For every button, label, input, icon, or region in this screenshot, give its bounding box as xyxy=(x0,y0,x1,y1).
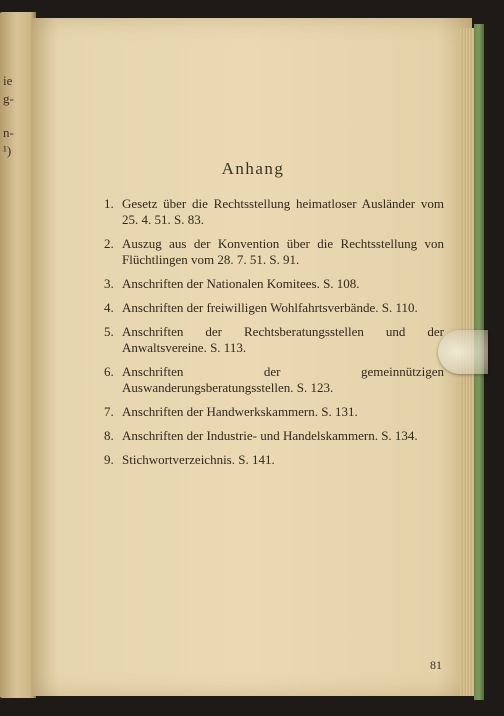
item-text: Anschriften der Industrie- und Handelskammern. S. 134. xyxy=(122,428,418,443)
list-item xyxy=(104,276,444,292)
list-item xyxy=(104,324,444,356)
previous-page-text-fragment: ¹) xyxy=(3,143,12,158)
item-number: 6. xyxy=(104,364,114,379)
list-item xyxy=(104,404,444,420)
previous-page-edge xyxy=(0,12,36,698)
item-number: 8. xyxy=(104,428,114,443)
list-item xyxy=(104,452,444,468)
item-text: Anschriften der gemeinnützigen Auswanderungsberatungsstellen. S. 123. xyxy=(122,364,444,395)
item-text: Anschriften der Nationalen Komitees. S. 108. xyxy=(122,276,360,291)
previous-page-text-fragment: ie xyxy=(3,73,13,88)
item-text: Anschriften der Rechtsberatungsstellen und der Anwaltsvereine. S. 113. xyxy=(122,324,444,355)
page-heading: Anhang xyxy=(221,159,285,178)
list-item xyxy=(104,428,444,444)
list-item xyxy=(104,300,444,316)
previous-page-text-fragment: n- xyxy=(3,125,14,140)
item-number: 2. xyxy=(104,236,114,251)
book-page xyxy=(32,18,472,696)
item-text: Anschriften der Handwerkskammern. S. 131. xyxy=(122,404,358,419)
item-number: 1. xyxy=(104,196,114,211)
appendix-contents-list xyxy=(104,196,444,476)
item-text: Anschriften der freiwilligen Wohlfahrtsverbände. S. 110. xyxy=(122,300,418,315)
page-number: 81 xyxy=(430,658,442,672)
item-number: 7. xyxy=(104,404,114,419)
page-tab-marker xyxy=(438,330,488,374)
item-number: 5. xyxy=(104,324,114,339)
previous-page-text-fragment: g- xyxy=(3,91,14,106)
item-number: 9. xyxy=(104,452,114,467)
item-text: Auszug aus der Konvention über die Rechtsstellung von Flüchtlingen vom 28. 7. 51. S. 91. xyxy=(122,236,444,267)
list-item xyxy=(104,364,444,396)
list-item xyxy=(104,236,444,268)
item-text: Stichwortverzeichnis. S. 141. xyxy=(122,452,275,467)
list-item xyxy=(104,196,444,228)
item-text: Gesetz über die Rechtsstellung heimatloser Ausländer vom 25. 4. 51. S. 83. xyxy=(122,196,444,227)
item-number: 4. xyxy=(104,300,114,315)
item-number: 3. xyxy=(104,276,114,291)
